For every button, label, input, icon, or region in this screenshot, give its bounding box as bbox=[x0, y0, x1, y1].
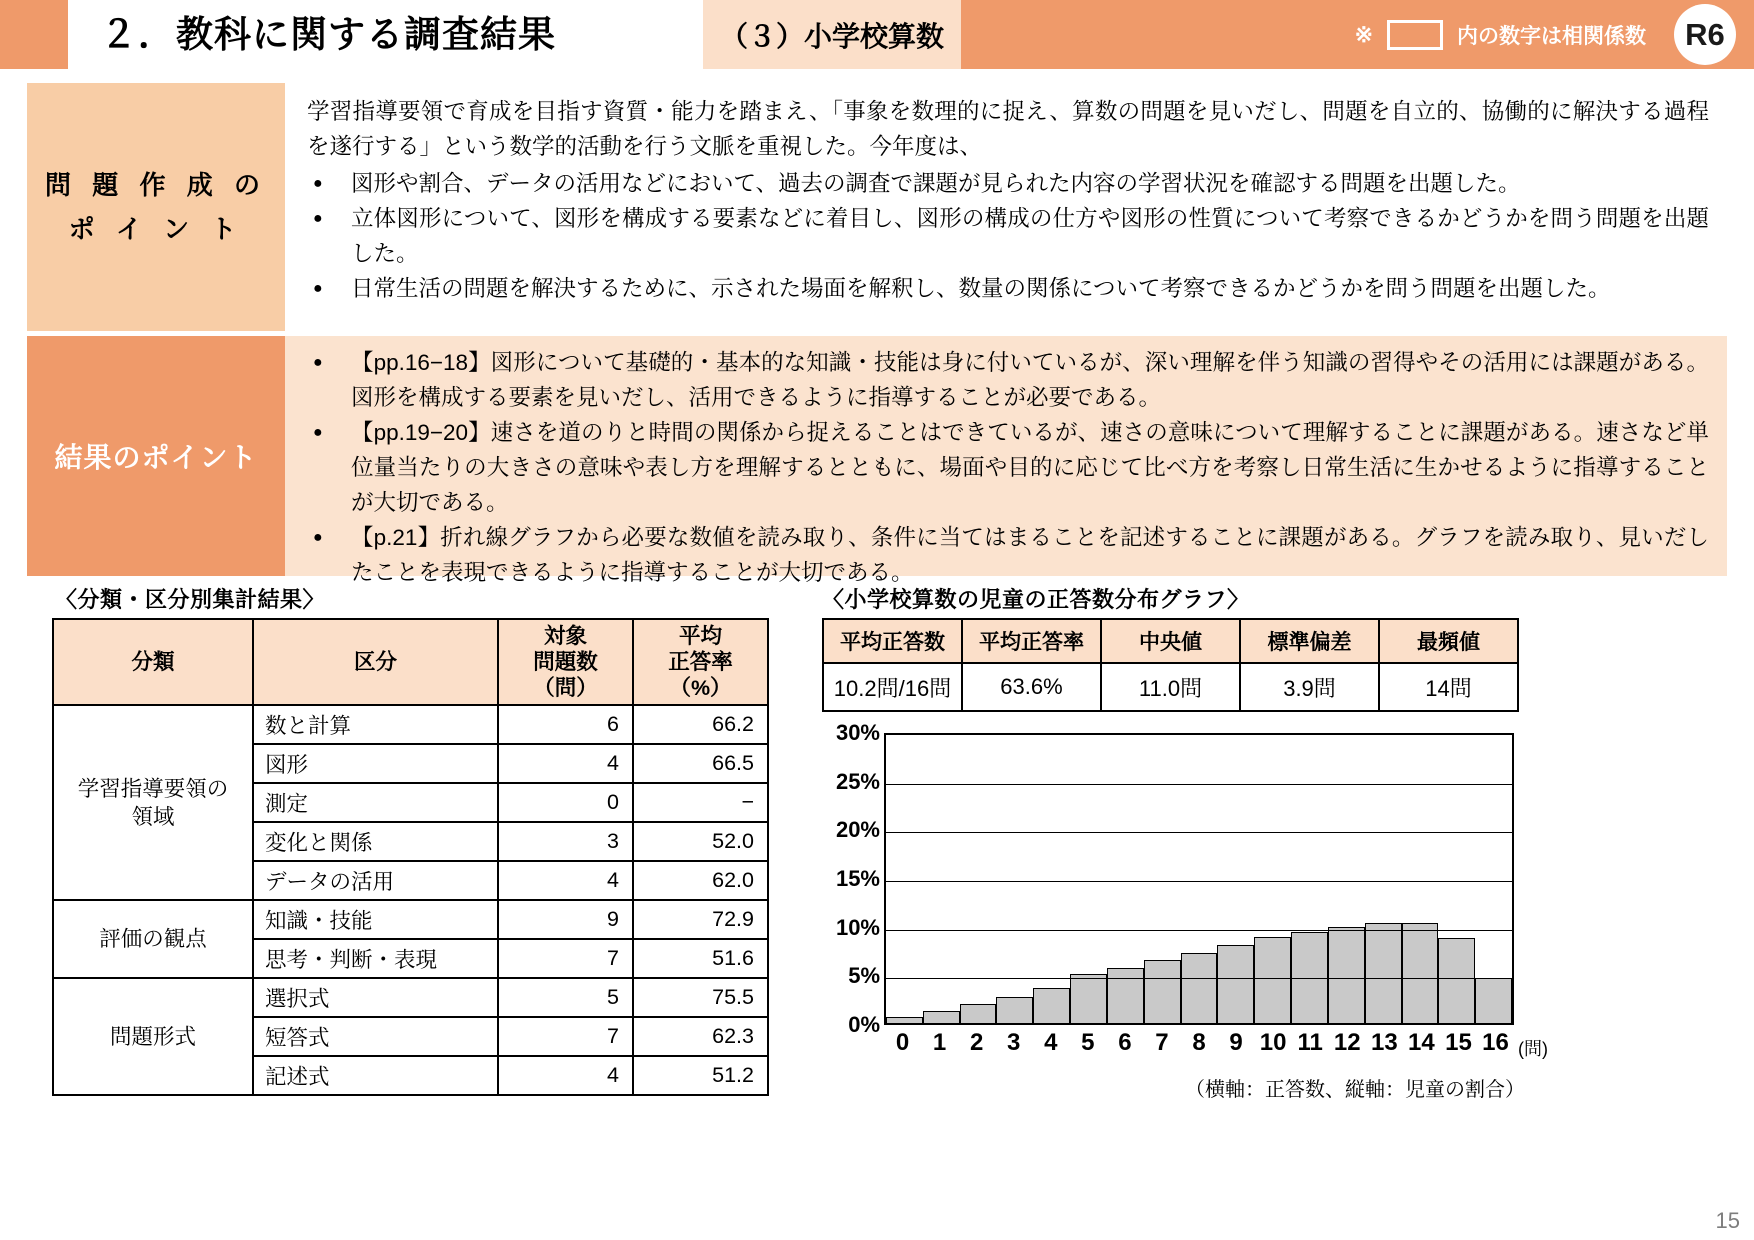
x-tick-label: 10 bbox=[1259, 1029, 1287, 1056]
chart-bar bbox=[923, 1011, 960, 1023]
cell-rate: 51.6 bbox=[633, 939, 768, 978]
x-tick-label: 8 bbox=[1192, 1029, 1206, 1056]
y-tick-label: 10% bbox=[835, 914, 880, 940]
y-tick-label: 30% bbox=[835, 720, 880, 745]
list-item: ● 図形や割合、データの活用などにおいて、過去の調査で課題が見られた内容の学習状況を確認する問題を出題した。 bbox=[307, 166, 1709, 201]
col-header-bunrui: 分類 bbox=[53, 619, 253, 705]
cell-count: 7 bbox=[498, 1017, 633, 1056]
header-note-text: 内の数字は相関係数 bbox=[1457, 24, 1646, 48]
label-line-1: 問 題 作 成 の bbox=[45, 170, 267, 200]
cell-rate: 66.5 bbox=[633, 744, 768, 783]
chart-bar bbox=[1365, 923, 1402, 1023]
table-row bbox=[823, 663, 1518, 711]
cell-kubun: データの活用 bbox=[253, 861, 498, 900]
x-tick-label: 5 bbox=[1081, 1029, 1095, 1056]
cell-kubun: 数と計算 bbox=[253, 705, 498, 744]
cell-count: 4 bbox=[498, 744, 633, 783]
chart-bar bbox=[1402, 923, 1439, 1023]
list-item: ● 立体図形について、図形を構成する要素などに着目し、図形の構成の仕方や図形の性質について考察できるかどうかを問う問題を出題した。 bbox=[307, 201, 1709, 271]
cell-count: 0 bbox=[498, 783, 633, 822]
chart-bar bbox=[1144, 960, 1181, 1023]
question-points-intro: 学習指導要領で育成を目指す資質・能力を踏まえ、「事象を数理的に捉え、算数の問題を見いだし、問題を自立的、協働的に解決する過程を遂行する」という数学的活動を行う文脈を重視した。今年度は、 bbox=[307, 99, 1709, 159]
stat-value-mean-rate: 63.6% bbox=[962, 663, 1101, 711]
cell-count: 6 bbox=[498, 705, 633, 744]
cell-rate: 72.9 bbox=[633, 900, 768, 939]
cell-kubun: 図形 bbox=[253, 744, 498, 783]
cell-kubun: 記述式 bbox=[253, 1056, 498, 1095]
cell-kubun: 思考・判断・表現 bbox=[253, 939, 498, 978]
table-header-row bbox=[53, 619, 768, 705]
stat-value-mode: 14問 bbox=[1379, 663, 1518, 711]
stat-header-mean-rate: 平均正答率 bbox=[962, 619, 1101, 663]
col-header-count bbox=[498, 619, 633, 705]
page-number: 15 bbox=[1715, 1208, 1740, 1233]
group-label-line2: 領域 bbox=[131, 804, 175, 829]
cell-rate: 62.3 bbox=[633, 1017, 768, 1056]
chart-bar bbox=[1107, 968, 1144, 1023]
cell-count: 4 bbox=[498, 1056, 633, 1095]
chart-plot-area bbox=[884, 733, 1514, 1025]
x-tick-label: 7 bbox=[1155, 1029, 1169, 1056]
question-points-list bbox=[307, 166, 1709, 306]
x-tick-label: 1 bbox=[932, 1029, 947, 1056]
legend-box-icon bbox=[1387, 20, 1443, 50]
table-row bbox=[53, 900, 768, 939]
list-item: ● 【pp.19−20】速さを道のりと時間の関係から捉えることはできているが、速さの意味について理解することに課題がある。速さなど単位量当たりの大きさの意味や表し方を理解するとともに、場面や目的に応じて比べ方を考察し日常生活に生かせるように指導することが大切である。 bbox=[307, 415, 1709, 520]
x-tick-label: 16 bbox=[1482, 1029, 1509, 1056]
col-header-kubun: 区分 bbox=[253, 619, 498, 705]
cell-kubun: 知識・技能 bbox=[253, 900, 498, 939]
stat-header-median: 中央値 bbox=[1101, 619, 1240, 663]
chart-bars bbox=[886, 735, 1512, 1023]
cell-count: 9 bbox=[498, 900, 633, 939]
stat-header-stddev: 標準偏差 bbox=[1240, 619, 1379, 663]
year-badge: R6 bbox=[1674, 4, 1736, 65]
group-label-line1: 学習指導要領の bbox=[77, 776, 229, 801]
chart-bar bbox=[1254, 937, 1291, 1023]
section-question-points-body bbox=[285, 83, 1727, 331]
gridline bbox=[886, 832, 1512, 833]
gridline bbox=[886, 784, 1512, 785]
group-label-format: 問題形式 bbox=[53, 978, 253, 1095]
cell-rate: 75.5 bbox=[633, 978, 768, 1017]
header-legend-note bbox=[1355, 0, 1646, 69]
section-result-points-body bbox=[285, 336, 1727, 585]
col-header-rate-line3: （%） bbox=[669, 676, 732, 700]
section-question-points bbox=[27, 83, 1727, 331]
x-tick-label: 11 bbox=[1297, 1029, 1323, 1056]
result-points-list bbox=[307, 345, 1709, 590]
col-header-count-line2: 問題数 bbox=[533, 650, 598, 674]
group-label-curriculum bbox=[53, 705, 253, 900]
list-item: ● 日常生活の問題を解決するために、示された場面を解釈し、数量の関係について考察できるかどうかを問う問題を出題した。 bbox=[307, 271, 1709, 306]
cell-rate: − bbox=[633, 783, 768, 822]
chart-bar bbox=[996, 997, 1033, 1023]
list-item: ● 【pp.16−18】図形について基礎的・基本的な知識・技能は身に付いているが、深い理解を伴う知識の習得やその活用には課題がある。図形を構成する要素を見いだし、活用できるように指導することが必要である。 bbox=[307, 345, 1709, 415]
cell-rate: 52.0 bbox=[633, 822, 768, 861]
y-tick-label: 0% bbox=[848, 1012, 880, 1037]
cell-rate: 51.2 bbox=[633, 1056, 768, 1095]
chart-bar bbox=[886, 1017, 923, 1023]
cell-count: 4 bbox=[498, 861, 633, 900]
x-tick-label: 9 bbox=[1229, 1029, 1243, 1056]
chart-caption: 〈小学校算数の児童の正答数分布グラフ〉 bbox=[822, 587, 1250, 612]
score-distribution-chart bbox=[818, 720, 1548, 1075]
stat-value-stddev: 3.9問 bbox=[1240, 663, 1379, 711]
cell-count: 3 bbox=[498, 822, 633, 861]
left-table-caption: 〈分類・区分別集計結果〉 bbox=[55, 587, 326, 612]
y-tick-label: 20% bbox=[835, 817, 880, 843]
table-header-row bbox=[823, 619, 1518, 663]
col-header-rate-line1: 平均 bbox=[678, 624, 722, 648]
chart-bar bbox=[1291, 932, 1328, 1023]
x-tick-label: 14 bbox=[1408, 1029, 1435, 1056]
header-left-accent bbox=[0, 0, 68, 69]
group-label-viewpoint: 評価の観点 bbox=[53, 900, 253, 978]
x-tick-label: 12 bbox=[1333, 1029, 1361, 1056]
cell-count: 7 bbox=[498, 939, 633, 978]
stat-header-mode: 最頻値 bbox=[1379, 619, 1518, 663]
chart-x-unit-label: (問) bbox=[1518, 1039, 1548, 1059]
cell-rate: 66.2 bbox=[633, 705, 768, 744]
cell-rate: 62.0 bbox=[633, 861, 768, 900]
classification-results-table bbox=[52, 618, 769, 1096]
chart-bar bbox=[1475, 978, 1512, 1023]
asterisk-icon: ※ bbox=[1354, 21, 1373, 47]
chart-bar bbox=[1328, 927, 1365, 1023]
x-tick-label: 13 bbox=[1370, 1029, 1398, 1056]
subject-tag-label: （３）小学校算数 bbox=[719, 20, 944, 52]
cell-kubun: 測定 bbox=[253, 783, 498, 822]
page-title: ２．教科に関する調査結果 bbox=[100, 14, 556, 55]
x-tick-label: 3 bbox=[1007, 1029, 1021, 1056]
table-row bbox=[53, 705, 768, 744]
y-tick-label: 15% bbox=[835, 866, 880, 891]
x-tick-label: 15 bbox=[1445, 1029, 1472, 1056]
subject-tag bbox=[703, 0, 961, 69]
y-tick-label: 25% bbox=[835, 768, 880, 794]
stat-value-median: 11.0問 bbox=[1101, 663, 1240, 711]
chart-bar bbox=[1438, 938, 1475, 1023]
stat-value-mean-count: 10.2問/16問 bbox=[823, 663, 962, 711]
page-header bbox=[0, 0, 1754, 69]
col-header-count-line1: 対象 bbox=[543, 624, 587, 648]
chart-footnote: （横軸：正答数、縦軸：児童の割合） bbox=[1185, 1079, 1525, 1101]
cell-kubun: 変化と関係 bbox=[253, 822, 498, 861]
section-question-points-label bbox=[27, 83, 285, 331]
gridline bbox=[886, 930, 1512, 931]
chart-bar bbox=[1033, 988, 1070, 1023]
chart-bar bbox=[960, 1004, 997, 1023]
section-result-points bbox=[27, 336, 1727, 585]
summary-statistics-table bbox=[822, 618, 1519, 712]
y-tick-label: 5% bbox=[848, 963, 880, 989]
cell-kubun: 選択式 bbox=[253, 978, 498, 1017]
cell-count: 5 bbox=[498, 978, 633, 1017]
cell-kubun: 短答式 bbox=[253, 1017, 498, 1056]
col-header-rate-line2: 正答率 bbox=[668, 650, 733, 674]
gridline bbox=[886, 978, 1512, 979]
x-tick-label: 6 bbox=[1118, 1029, 1132, 1056]
list-item: ● 【p.21】折れ線グラフから必要な数値を読み取り、条件に当てはまることを記述することに課題がある。グラフを読み取り、見いだしたことを表現できるように指導することが大切である。 bbox=[307, 520, 1709, 590]
col-header-count-line3: （問） bbox=[533, 676, 598, 700]
section-result-points-label: 結果のポイント bbox=[27, 336, 285, 576]
gridline bbox=[886, 881, 1512, 882]
chart-x-axis-labels bbox=[884, 1029, 1514, 1063]
chart-bar bbox=[1070, 974, 1107, 1023]
col-header-rate bbox=[633, 619, 768, 705]
label-line-2: ポ イ ン ト bbox=[68, 214, 244, 244]
stat-header-mean-count: 平均正答数 bbox=[823, 619, 962, 663]
x-tick-label: 2 bbox=[969, 1029, 984, 1056]
chart-bar bbox=[1181, 953, 1218, 1023]
x-tick-label: 0 bbox=[895, 1029, 910, 1056]
table-row bbox=[53, 978, 768, 1017]
chart-y-axis-labels bbox=[818, 720, 880, 1037]
chart-bar bbox=[1217, 945, 1254, 1023]
x-tick-label: 4 bbox=[1044, 1029, 1058, 1056]
